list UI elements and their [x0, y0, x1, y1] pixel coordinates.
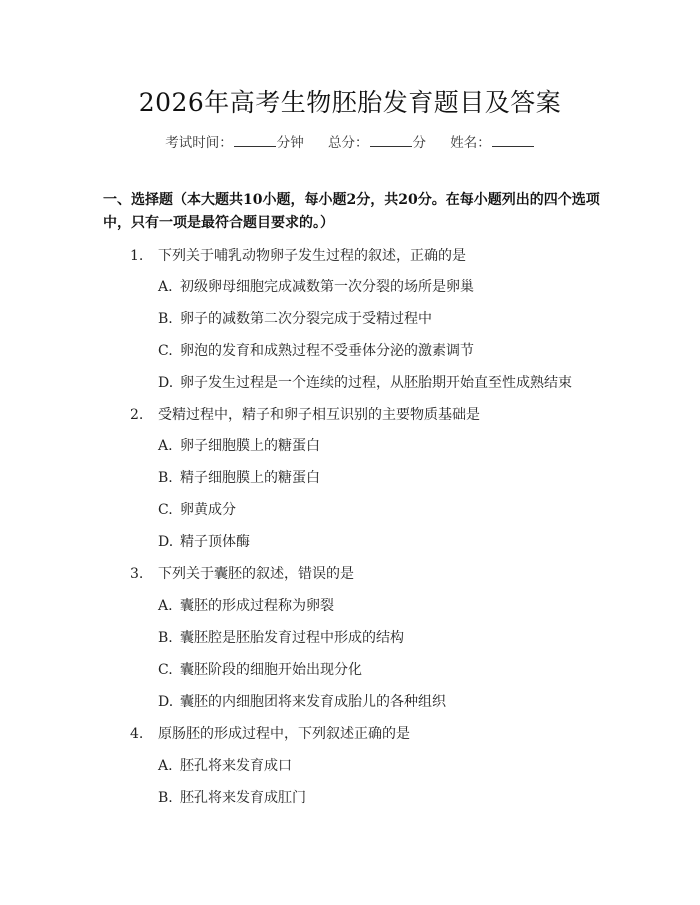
option-letter: D.: [158, 534, 174, 550]
time-unit: 分钟: [276, 135, 304, 151]
option-2b: [158, 467, 320, 487]
name-field: [450, 131, 535, 151]
score-unit: 分: [412, 135, 426, 151]
option-letter: C.: [158, 343, 173, 359]
question-text: 受精过程中，精子和卵子相互识别的主要物质基础是: [158, 407, 480, 423]
time-label: 考试时间：: [165, 135, 233, 151]
name-blank: [492, 134, 534, 147]
option-text: 精子顶体酶: [180, 534, 250, 550]
option-letter: C.: [158, 502, 173, 518]
time-blank: [234, 134, 276, 147]
option-text: 卵子的减数第二次分裂完成于受精过程中: [180, 311, 432, 327]
option-letter: A.: [158, 598, 173, 614]
option-1a: [158, 276, 474, 296]
option-letter: A.: [158, 758, 173, 774]
question-number: 3.: [130, 566, 144, 582]
exam-info-line: [0, 131, 700, 151]
section-heading: 一、选择题（本大题共10小题，每小题2分，共20分。在每小题列出的四个选项中，只有一项是最符合题目要求的。）: [103, 192, 600, 231]
option-text: 囊胚的形成过程称为卵裂: [180, 598, 334, 614]
option-3c: [158, 659, 362, 679]
option-2c: [158, 499, 236, 519]
option-text: 卵泡的发育和成熟过程不受垂体分泌的激素调节: [180, 343, 474, 359]
option-text: 初级卵母细胞完成减数第一次分裂的场所是卵巢: [180, 279, 474, 295]
option-text: 精子细胞膜上的糖蛋白: [180, 470, 320, 486]
option-text: 囊胚的内细胞团将来发育成胎儿的各种组织: [180, 694, 446, 710]
page-title: 2026年高考生物胚胎发育题目及答案: [138, 88, 562, 117]
question-text: 下列关于囊胚的叙述，错误的是: [158, 566, 354, 582]
option-letter: B.: [158, 790, 173, 806]
option-letter: D.: [158, 375, 174, 391]
option-letter: B.: [158, 630, 173, 646]
time-field: [165, 131, 304, 151]
option-4a: [158, 755, 292, 775]
option-3d: [158, 691, 446, 711]
option-letter: C.: [158, 662, 173, 678]
option-3b: [158, 627, 404, 647]
score-blank: [370, 134, 412, 147]
option-text: 卵子细胞膜上的糖蛋白: [180, 438, 320, 454]
option-letter: A.: [158, 438, 173, 454]
option-text: 囊胚腔是胚胎发育过程中形成的结构: [180, 630, 404, 646]
option-text: 胚孔将来发育成口: [180, 758, 292, 774]
option-letter: D.: [158, 694, 174, 710]
question-4: [130, 723, 410, 743]
option-letter: A.: [158, 279, 173, 295]
option-letter: B.: [158, 470, 173, 486]
question-3: [130, 563, 354, 583]
score-field: [328, 131, 426, 151]
option-letter: B.: [158, 311, 173, 327]
option-text: 卵子发生过程是一个连续的过程，从胚胎期开始直至性成熟结束: [180, 375, 572, 391]
option-1c: [158, 340, 474, 360]
option-text: 卵黄成分: [180, 502, 236, 518]
option-text: 胚孔将来发育成肛门: [180, 790, 306, 806]
option-2d: [158, 531, 250, 551]
score-label: 总分：: [328, 135, 369, 151]
option-3a: [158, 595, 334, 615]
question-number: 1.: [130, 248, 144, 264]
question-text: 原肠胚的形成过程中，下列叙述正确的是: [158, 726, 410, 742]
option-1d: [158, 372, 572, 392]
question-text: 下列关于哺乳动物卵子发生过程的叙述，正确的是: [158, 248, 466, 264]
question-number: 4.: [130, 726, 144, 742]
option-4b: [158, 787, 306, 807]
question-1: [130, 245, 466, 265]
option-1b: [158, 308, 432, 328]
name-label: 姓名：: [450, 135, 491, 151]
question-2: [130, 404, 480, 424]
option-2a: [158, 435, 320, 455]
option-text: 囊胚阶段的细胞开始出现分化: [180, 662, 362, 678]
question-number: 2.: [130, 407, 144, 423]
